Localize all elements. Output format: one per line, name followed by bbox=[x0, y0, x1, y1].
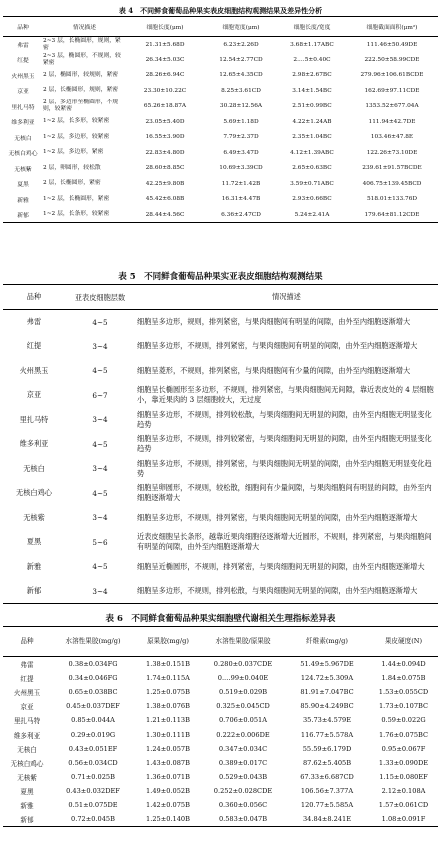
table6-cell: 0.347±0.034C bbox=[218, 744, 268, 753]
table4-cell: 无核紫 bbox=[14, 166, 32, 173]
table4-cell: 1~2 层，长多形，较紧密 bbox=[43, 118, 110, 125]
table6-cell: 1.38±0.151B bbox=[146, 659, 190, 668]
table5-cell: 无核白鸡心 bbox=[16, 488, 52, 498]
table6-cell: 0.706±0.051A bbox=[218, 716, 268, 725]
table6-header-cell: 果皮硬度(N) bbox=[369, 627, 438, 657]
table4-cell: 10.69±3.39CD bbox=[219, 165, 263, 172]
table4-cell: 6.36±2.47CD bbox=[204, 207, 278, 223]
table6-cell: 1.49±0.052B bbox=[146, 787, 190, 796]
table6-cell: 0.59±0.022G bbox=[381, 716, 426, 725]
table4-cell: 红提 bbox=[17, 58, 29, 65]
table6-row bbox=[3, 727, 438, 741]
table5-cell: 4~5 bbox=[92, 562, 108, 572]
table5-cell: 新雅 bbox=[26, 561, 42, 571]
table6-cell: 0.…99±0.040E bbox=[217, 673, 269, 682]
table6-row bbox=[3, 798, 438, 812]
table5-cell: 细胞呈多边形，不规则，排列紧密，与果肉细胞间有明显的间隙，由外至内细胞逐渐增大 bbox=[137, 341, 418, 351]
table6-cell: 0.29±0.019G bbox=[70, 730, 116, 739]
table4-header-cell: 细胞宽度(μm) bbox=[204, 17, 278, 37]
table4-cell: 火州黑玉 bbox=[11, 73, 35, 80]
table5-cell: 4~5 bbox=[92, 366, 108, 376]
table6-cell: 京亚 bbox=[20, 703, 34, 712]
table6-cell: 夏黑 bbox=[20, 788, 34, 797]
table4-row bbox=[3, 68, 438, 84]
table4-cell: 16.55±3.90D bbox=[145, 134, 185, 141]
table6-header-cell: 水溶性果胶(mg/g) bbox=[51, 627, 135, 657]
table5-header-row bbox=[3, 285, 438, 310]
table6-row bbox=[3, 685, 438, 699]
table6-caption: 表 6 不同鲜食葡萄品种果实细胞壁代谢相关生理指标差异表 bbox=[105, 614, 336, 624]
table6-cell: 1.30±0.111B bbox=[146, 730, 190, 739]
table6-row bbox=[3, 756, 438, 770]
table4-cell: 111.94±42.7DE bbox=[368, 118, 416, 125]
table4-cell: 1~2 层，多边形，较紧密 bbox=[43, 133, 110, 140]
table4-cell: 3.68±1.17ABC bbox=[290, 41, 334, 48]
table4-cell: 23.30±10.22C bbox=[143, 87, 187, 94]
table6-cell: 1.42±0.075B bbox=[146, 801, 190, 810]
table4-row bbox=[3, 176, 438, 192]
table6-cell: 55.59±6.179D bbox=[302, 744, 352, 753]
table5-cell: 细胞呈菱形，不规则，排列紧密，与果肉细胞间有少量的间隙，由外至内细胞逐渐增大 bbox=[137, 365, 411, 375]
table5-cell: 4~5 bbox=[92, 439, 108, 449]
table6-cell: 1.73±0.107BC bbox=[378, 702, 429, 711]
table6-cell: 1.21±0.113B bbox=[146, 716, 190, 725]
table6-row bbox=[3, 742, 438, 756]
table6-header-row bbox=[3, 627, 438, 657]
table4-row bbox=[3, 207, 438, 223]
table4-cell: 8.25±3.61CD bbox=[221, 87, 261, 94]
table4-row bbox=[3, 161, 438, 177]
table5-row bbox=[3, 408, 438, 433]
table6-cell: 0.280±0.037CDE bbox=[213, 659, 273, 668]
table5-cell: 细胞呈多边形，不规则，排列较松散，与果肉细胞间无明显的间隙，由外至内细胞无明显变化趋势 bbox=[137, 409, 432, 429]
table6-cell: 0.360±0.056C bbox=[218, 801, 268, 810]
table4-cell: 4.22±1.24AB bbox=[292, 118, 332, 125]
table6-cell: 红提 bbox=[20, 674, 34, 683]
table6-cell: 1.76±0.075BC bbox=[378, 730, 429, 739]
table5-row bbox=[3, 334, 438, 359]
table4-cell: 1~2 层，长椭圆形，紧密 bbox=[43, 195, 110, 202]
table6-cell: 0.583±0.047B bbox=[201, 813, 285, 827]
table6-cell: 0.43±0.032DEF bbox=[66, 787, 120, 796]
table5-row bbox=[3, 310, 438, 335]
table4-row bbox=[3, 52, 438, 68]
table4-cell: 2 层，椭圆形，较规则，紧密 bbox=[43, 71, 119, 78]
table6-cell: 85.90±4.249BC bbox=[300, 702, 354, 711]
table4-row bbox=[3, 114, 438, 130]
table4-cell: 16.31±4.47B bbox=[221, 196, 261, 203]
table6-cell: 116.77±5.578A bbox=[300, 730, 354, 739]
table4-cell: 里扎马特 bbox=[11, 104, 35, 111]
table4-cell: 65.26±18.87A bbox=[143, 103, 187, 110]
table6-cell: 1.43±0.087B bbox=[146, 758, 190, 767]
table4-cell: 新雅 bbox=[17, 197, 29, 204]
table4-cell: 279.96±106.61BCDE bbox=[360, 72, 424, 79]
table5-row bbox=[3, 555, 438, 580]
table4-row bbox=[3, 37, 438, 53]
table6-cell: 0.45±0.037DEF bbox=[66, 702, 120, 711]
table5-cell: 3~4 bbox=[92, 415, 108, 425]
table4-cell: 111.46±50.49DE bbox=[366, 41, 418, 48]
table4-cell: 162.69±97.11CDE bbox=[364, 87, 420, 94]
table5-cell: 3~4 bbox=[65, 579, 135, 604]
table6-cell: 120.77±5.585A bbox=[300, 801, 354, 810]
table4-cell: 28.26±6.94C bbox=[145, 72, 185, 79]
table5-body bbox=[3, 310, 438, 604]
table4-cell: 222.50±58.99CDE bbox=[364, 56, 420, 63]
table5-cell: 4~5 bbox=[92, 488, 108, 498]
table6-cell: 0.252±0.028CDE bbox=[213, 787, 273, 796]
table5-cell: 细胞呈多边形，不规则，排列较紧密，与果肉细胞间无明显的间隙，由外至内细胞无明显变化趋势 bbox=[137, 434, 432, 454]
table6-cell: 0.34±0.046FG bbox=[68, 673, 118, 682]
table6-cell: 0.222±0.006DE bbox=[216, 730, 270, 739]
table4-cell: 6.49±3.47D bbox=[223, 149, 259, 156]
table5-cell: 细胞呈长椭圆形至多边形，不规则，排列紧密，与果肉细胞间无间隙，靠近表皮处的 4 层细胞小，靠近果肉的 3 层细胞较大，无过度 bbox=[137, 385, 434, 405]
table4-cell: 12.54±2.77CD bbox=[219, 56, 263, 63]
table5-header-cell: 情况描述 bbox=[135, 285, 438, 310]
table5-row bbox=[3, 432, 438, 457]
table4-row bbox=[3, 130, 438, 146]
table5-row bbox=[3, 506, 438, 531]
table4-cell: 7.79±2.37D bbox=[223, 134, 259, 141]
table6-cell: 火州黑玉 bbox=[13, 688, 41, 697]
table6-cell: 0.38±0.034FG bbox=[68, 659, 118, 668]
table4-cell: 维多利亚 bbox=[11, 120, 35, 127]
table6-cell: 2.12±0.108A bbox=[381, 787, 426, 796]
table4-row bbox=[3, 192, 438, 208]
table4-cell: 1353.52±677.04A bbox=[365, 103, 419, 110]
table5-cell: 火州黑玉 bbox=[19, 365, 49, 375]
table4-cell: 42.25±9.80B bbox=[145, 180, 185, 187]
table6-cell: 里扎马特 bbox=[13, 717, 41, 726]
table4-cell: 2.65±0.63BC bbox=[292, 165, 332, 172]
table6-cell: 1.24±0.057B bbox=[146, 744, 190, 753]
table4-header-cell: 细胞长度(μm) bbox=[126, 17, 204, 37]
table4-cell: 12.65±4.35CD bbox=[219, 72, 263, 79]
table4-cell: 夏黑 bbox=[17, 182, 29, 189]
table6-cell: 1.25±0.140B bbox=[135, 813, 201, 827]
table6-cell: 0.325±0.045CD bbox=[216, 702, 270, 711]
table6-cell: 无核紫 bbox=[17, 774, 37, 783]
table4-cell: 21.31±5.68D bbox=[145, 41, 185, 48]
table4-row bbox=[3, 145, 438, 161]
table6-cell: 1.57±0.061CD bbox=[378, 801, 429, 810]
table6-cell: 0.529±0.043B bbox=[218, 773, 268, 782]
table6-row bbox=[3, 713, 438, 727]
table6-cell: 1.84±0.075B bbox=[381, 673, 426, 682]
table4-header-cell: 情况描述 bbox=[43, 17, 126, 37]
table6-cell: 0.51±0.075DE bbox=[68, 801, 118, 810]
table5-caption: 表 5 不同鲜食葡萄品种果实亚表皮细胞结构观测结果 bbox=[118, 272, 323, 282]
table5-cell: 细胞呈近椭圆形，不规则，排列紧密，与果肉细胞间无明显的间隙，由外至内细胞逐渐增大 bbox=[137, 561, 425, 571]
table6-cell: 106.56±7.377A bbox=[300, 787, 354, 796]
table6-row bbox=[3, 671, 438, 685]
table5-row bbox=[3, 530, 438, 555]
table6-cell: 51.49±5.967DE bbox=[300, 659, 354, 668]
table5-row bbox=[3, 359, 438, 384]
table6-body bbox=[3, 657, 438, 827]
table5-cell: 5~6 bbox=[92, 537, 108, 547]
table5 bbox=[3, 284, 438, 604]
table4-cell: 3.59±0.71ABC bbox=[290, 180, 334, 187]
table4-cell: 28.44±4.56C bbox=[126, 207, 204, 223]
table6-row bbox=[3, 784, 438, 798]
table4-cell: 无核白 bbox=[14, 135, 32, 142]
table4-cell: 239.61±91.57BCDE bbox=[362, 165, 422, 172]
table4 bbox=[3, 16, 438, 223]
table6-cell: 0.71±0.025B bbox=[71, 773, 115, 782]
table4-header-cell: 细胞长度/宽度 bbox=[278, 17, 346, 37]
table4-cell: 3.14±1.54BC bbox=[292, 87, 332, 94]
table4-cell: 弗雷 bbox=[17, 43, 29, 49]
table5-cell: 维多利亚 bbox=[19, 439, 49, 449]
table4-header-cell: 品种 bbox=[3, 17, 43, 37]
table5-row bbox=[3, 457, 438, 482]
table6 bbox=[3, 626, 438, 827]
table4-cell: 4.12±1.39ABC bbox=[290, 149, 334, 156]
table6-cell: 1.33±0.090DE bbox=[378, 758, 429, 767]
table4-cell: 2~3 层，长椭圆形，规则，紧密 bbox=[43, 37, 121, 51]
table4-cell: 22.83±4.80D bbox=[145, 149, 185, 156]
table4-cell: 23.05±5.40D bbox=[145, 118, 185, 125]
table4-cell: 6.23±2.26D bbox=[223, 41, 259, 48]
table4-cell: 无核白鸡心 bbox=[8, 151, 38, 158]
table4-cell: 122.26±73.10DE bbox=[366, 149, 418, 156]
table4-cell: 518.01±133.76D bbox=[366, 196, 418, 203]
table4-cell: 1~2 层，长条形，较紧密 bbox=[43, 207, 126, 223]
table4-header-row bbox=[3, 17, 438, 37]
table4-cell: 5.69±1.18D bbox=[223, 118, 259, 125]
table4-cell: 2 层，长椭圆形，规则，紧密 bbox=[43, 87, 119, 94]
table6-cell: 新郁 bbox=[3, 813, 51, 827]
table5-row bbox=[3, 579, 438, 604]
table5-row bbox=[3, 383, 438, 408]
table5-cell: 无核白 bbox=[23, 463, 45, 473]
table6-cell: 81.91±7.047BC bbox=[300, 687, 354, 696]
table4-caption: 表 4 不同鲜食葡萄品种果实表皮细胞结构观测结果及差异性分析 bbox=[118, 6, 323, 15]
table4-cell: 406.75±139.45BCD bbox=[362, 180, 422, 187]
table4-cell: 11.72±1.42B bbox=[221, 180, 261, 187]
table5-row bbox=[3, 481, 438, 506]
table5-cell: 无核紫 bbox=[23, 512, 45, 522]
table6-cell: 0.519±0.029B bbox=[218, 687, 268, 696]
table5-cell: 细胞呈多边形，不规则，排列紧密，与果肉细胞间无明显的间隙，由外至内细胞无明显变化趋势 bbox=[137, 458, 432, 478]
table5-cell: 细胞呈多边形，不规则，排列紧密，与果肉细胞间无明显的间隙，由外至内细胞逐渐增大 bbox=[137, 512, 418, 522]
table6-cell: 35.73±4.579E bbox=[302, 716, 352, 725]
table4-header-cell: 细胞截面面积(μm²) bbox=[346, 17, 438, 37]
table6-cell: 1.25±0.075B bbox=[146, 687, 190, 696]
table6-cell: 0.85±0.044A bbox=[71, 716, 115, 725]
table6-cell: 无核白鸡心 bbox=[10, 759, 44, 768]
table6-cell: 34.84±8.241E bbox=[285, 813, 369, 827]
table4-body bbox=[3, 37, 438, 223]
table5-cell: 夏黑 bbox=[26, 537, 42, 547]
table6-cell: 1.74±0.115A bbox=[146, 673, 190, 682]
table4-cell: 2 层，卵圆形，较松散 bbox=[43, 164, 101, 171]
table6-cell: 弗雷 bbox=[20, 660, 34, 669]
table4-cell: 新郁 bbox=[3, 207, 43, 223]
table5-cell: 新郁 bbox=[3, 579, 65, 604]
table4-cell: 2.98±2.67BC bbox=[292, 72, 332, 79]
table6-header-cell: 原果胶(mg/g) bbox=[135, 627, 201, 657]
table4-cell: 2 层，长椭圆形，紧密 bbox=[43, 180, 101, 187]
table5-cell: 细胞呈多边形，规则，排列紧密，与果肉细胞间有明显的间隙，由外至内细胞逐渐增大 bbox=[137, 317, 411, 327]
table6-row bbox=[3, 699, 438, 713]
table6-cell: 1.36±0.071B bbox=[146, 773, 190, 782]
table4-cell: 30.28±12.56A bbox=[219, 103, 263, 110]
table5-cell: 3~4 bbox=[92, 464, 108, 474]
table6-cell: 1.38±0.076B bbox=[146, 702, 190, 711]
table4-cell: 45.42±6.08B bbox=[145, 196, 185, 203]
table6-cell: 1.53±0.055CD bbox=[378, 687, 429, 696]
table6-cell: 0.43±0.051EF bbox=[68, 744, 118, 753]
table5-header-cell: 亚表皮细胞层数 bbox=[65, 285, 135, 310]
table4-cell: 103.46±47.8E bbox=[370, 134, 414, 141]
table6-cell: 124.72±5.309A bbox=[300, 673, 354, 682]
table6-header-cell: 纤维素(mg/g) bbox=[285, 627, 369, 657]
table5-cell: 近表皮细胞呈长条形，越靠近果肉细胞径逐渐增大近圆形，不规则，排列紧密，与果肉细胞间有明显的间隙，由外至内细胞逐渐增大 bbox=[137, 532, 432, 552]
table4-cell: 2.93±0.66BC bbox=[292, 196, 332, 203]
table6-cell: 1.44±0.094D bbox=[381, 659, 426, 668]
table4-cell: 179.64±81.12CDE bbox=[346, 207, 438, 223]
table4-cell: 28.60±8.85C bbox=[145, 165, 185, 172]
table6-cell: 维多利亚 bbox=[13, 731, 41, 740]
table6-cell: 67.33±6.687CD bbox=[300, 773, 354, 782]
table4-cell: 5.24±2.41A bbox=[278, 207, 346, 223]
table6-header-cell: 水溶性果胶/原果胶 bbox=[201, 627, 285, 657]
table4-cell: 2 层，多边形至椭圆形，不规则，较紧密 bbox=[43, 99, 119, 113]
table5-cell: 3~4 bbox=[92, 513, 108, 523]
table5-cell: 弗雷 bbox=[26, 317, 42, 326]
table6-cell: 1.15±0.080EF bbox=[379, 773, 428, 782]
table6-header-cell: 品种 bbox=[3, 627, 51, 657]
table5-cell: 4~5 bbox=[92, 317, 108, 327]
table6-cell: 1.08±0.091F bbox=[369, 813, 438, 827]
table4-cell: 2.…5±0.40C bbox=[293, 56, 331, 63]
table6-cell: 0.72±0.045B bbox=[51, 813, 135, 827]
table4-cell: 1~2 层，多边形，紧密 bbox=[43, 149, 104, 156]
table4-cell: 京亚 bbox=[17, 89, 29, 96]
table6-cell: 0.65±0.038BC bbox=[68, 687, 118, 696]
table6-cell: 无核白 bbox=[17, 745, 37, 754]
table5-cell: 红提 bbox=[26, 341, 42, 351]
table6-row bbox=[3, 813, 438, 827]
table5-cell: 细胞呈卵圆形，不规则，较松散，细胞间有少量间隙，与果肉细胞间有明显的间隙，由外至内细胞逐渐增大 bbox=[137, 483, 432, 503]
table6-cell: 87.62±5.405B bbox=[302, 758, 352, 767]
table4-cell: 2~3 层，椭圆形，不规则，较紧密 bbox=[43, 52, 121, 66]
table5-header-cell: 品种 bbox=[3, 285, 65, 310]
table6-cell: 0.389±0.017C bbox=[218, 758, 268, 767]
table4-row bbox=[3, 99, 438, 115]
table5-cell: 里扎马特 bbox=[19, 414, 49, 424]
table6-row bbox=[3, 770, 438, 784]
table4-row bbox=[3, 83, 438, 99]
table4-cell: 2.35±1.04BC bbox=[292, 134, 332, 141]
table4-cell: 2.51±0.99BC bbox=[292, 103, 332, 110]
table6-cell: 0.95±0.067F bbox=[381, 744, 426, 753]
table5-cell: 京亚 bbox=[26, 390, 42, 400]
table4-cell: 26.34±5.03C bbox=[145, 56, 185, 63]
table5-cell: 细胞呈多边形，不规则，排列松散，与果肉细胞间无明显的间隙，由外至内细胞逐渐增大 bbox=[135, 579, 438, 604]
table6-row bbox=[3, 657, 438, 671]
table6-cell: 新雅 bbox=[20, 802, 34, 811]
table5-cell: 3~4 bbox=[92, 341, 108, 351]
table5-cell: 6~7 bbox=[92, 390, 108, 400]
table6-cell: 0.56±0.034CD bbox=[68, 758, 118, 767]
